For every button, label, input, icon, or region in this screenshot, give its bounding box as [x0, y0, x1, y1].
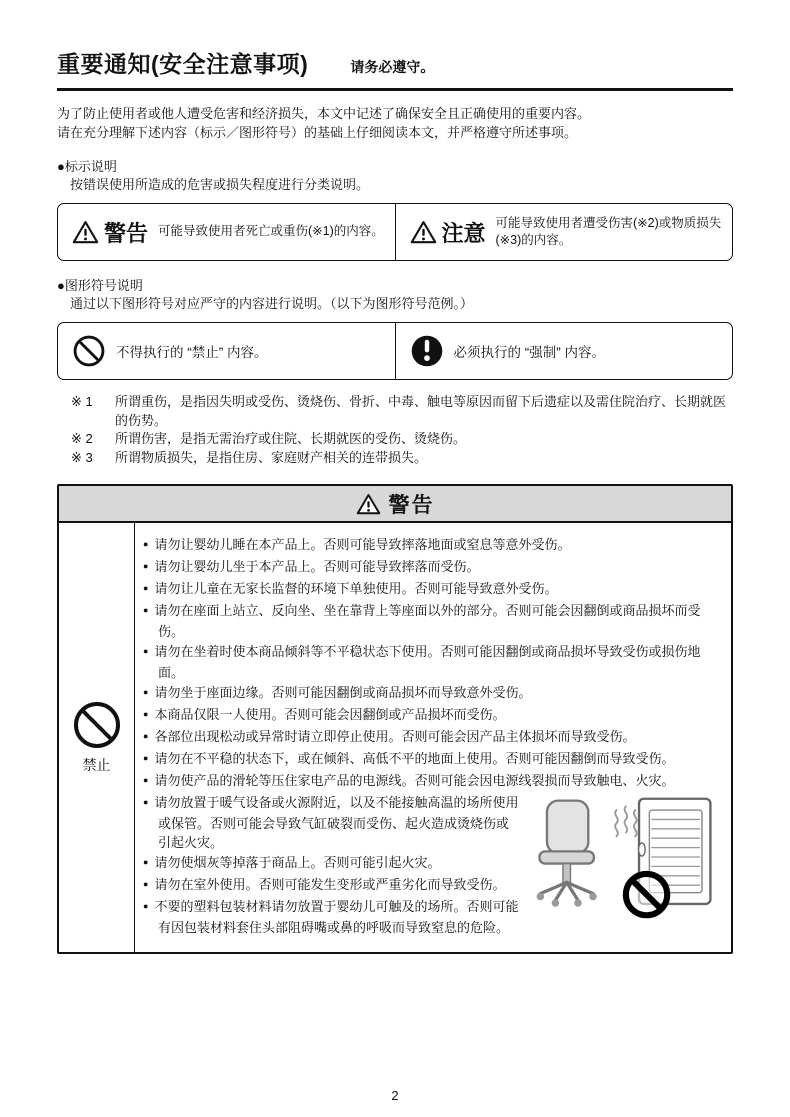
warning-item: ● 请勿让儿童在无家长监督的环境下单独使用。否则可能导致意外受伤。 [143, 579, 721, 600]
warning-triangle-icon [72, 220, 99, 244]
warning-sign [72, 217, 148, 248]
prohibition-description: 不得执行的 “禁止” 内容。 [116, 345, 268, 360]
caution-description: 可能导致使用者遭受伤害(※2)或物质损失(※3)的内容。 [495, 215, 722, 247]
warning-item: ● 请勿让婴幼儿睡在本产品上。否则可能导致摔落地面或窒息等意外受伤。 [143, 535, 721, 556]
prohibition-icon [72, 334, 106, 368]
page-number: 2 [391, 1088, 399, 1103]
footnote-marker: ※ 2 [71, 431, 93, 446]
warning-item: ● 请勿使烟灰等掉落于商品上。否则可能引起火灾。 [143, 853, 721, 874]
footnote-marker: ※ 3 [71, 449, 93, 465]
intro-paragraph [57, 104, 733, 142]
warning-item: ● 请勿在不平稳的状态下，或在倾斜、高低不平的地面上使用。否则可能因翻倒而导致受伤。 [143, 749, 721, 770]
warning-item: ● 请勿坐于座面边缘。否则可能因翻倒或商品损坏而导致意外受伤。 [143, 683, 721, 704]
caution-sign [410, 217, 486, 248]
header [57, 46, 733, 91]
warning-box-title: 警告 [388, 493, 435, 517]
warning-box-body [59, 523, 731, 952]
warning-box-header [59, 486, 731, 523]
warning-label-cell [58, 204, 395, 260]
mandatory-symbol-cell [395, 323, 733, 379]
label-section-description: 按错误使用所造成的危害或损失程度进行分类说明。 [70, 177, 370, 192]
chair-heater-graphic [529, 795, 719, 919]
warning-description: 可能导致使用者死亡或重伤(※1)的内容。 [158, 224, 384, 239]
caution-sign-label: 注意 [441, 220, 486, 246]
footnote-marker: ※ 1 [71, 394, 93, 409]
prohibition-symbol-cell [58, 323, 395, 379]
intro-line-1: 为了防止使用者或他人遭受危害和经济损失，本文中记述了确保安全且正确使用的重要内容。 [57, 106, 591, 121]
warning-item: ● 请勿使产品的滑轮等压住家电产品的电源线。否则可能会因电源线裂损而导致触电、火灾。 [143, 771, 721, 792]
symbol-table [57, 322, 733, 380]
footnote-1 [57, 393, 733, 430]
chair-heater-illustration [529, 795, 719, 919]
heat-waves-icon [615, 806, 636, 836]
footnote-text: 所谓伤害，是指无需治疗或住院、长期就医的受伤、烫烧伤。 [115, 431, 467, 446]
warning-item: ● 本商品仅限一人使用。否则可能会因翻倒或产品损坏而受伤。 [143, 705, 721, 726]
warning-item: ● 请勿让婴幼儿坐于本产品上。否则可能导致摔落而受伤。 [143, 557, 721, 578]
warning-items [135, 523, 731, 952]
warning-triangle-icon [356, 493, 381, 515]
prohibition-side-column [59, 523, 135, 952]
footnote-text: 所谓重伤，是指因失明或受伤、烫烧伤、骨折、中毒、触电等原因而留下后遗症以及需住院治疗、长期就医的伤势。 [115, 394, 727, 428]
label-table [57, 203, 733, 261]
warning-triangle-icon [410, 220, 437, 244]
footnote-3 [57, 449, 733, 468]
page-subtitle: 请务必遵守。 [350, 59, 435, 75]
warning-item: ● 各部位出现松动或异常时请立即停止使用。否则可能会因产品主体损坏而导致受伤。 [143, 727, 721, 748]
warning-item: ● 请勿在室外使用。否则可能发生变形或严重劣化而导致受伤。 [143, 875, 721, 896]
prohibition-icon [72, 700, 122, 750]
warning-item: ● 请勿在坐着时使本商品倾斜等不平稳状态下使用。否则可能因翻倒或商品损坏导致受伤或损伤地面。 [143, 642, 721, 682]
footnote-text: 所谓物质损失，是指住房、家庭财产相关的连带损失。 [115, 449, 428, 465]
intro-line-2: 请在充分理解下述内容（标示／图形符号）的基础上仔细阅读本文，并严格遵守所述事项。 [57, 125, 578, 140]
symbol-section-heading: ●图形符号说明 [57, 278, 143, 293]
warning-box [57, 484, 733, 954]
prohibition-label: 禁止 [82, 757, 111, 773]
footnote-2 [57, 430, 733, 449]
caution-label-cell [395, 204, 733, 260]
mandatory-icon [410, 334, 444, 368]
mandatory-description: 必须执行的 “强制” 内容。 [453, 345, 605, 360]
symbol-section-description: 通过以下图形符号对应严守的内容进行说明。（以下为图形符号范例。） [70, 296, 474, 311]
office-chair-graphic [537, 801, 597, 907]
warning-item: ● 不要的塑料包装材料请勿放置于婴幼儿可触及的场所。否则可能有因包装材料套住头部阻碍嘴或鼻的呼吸而导致窒息的危险。 [143, 897, 721, 937]
page-title: 重要通知(安全注意事项) [57, 51, 309, 77]
warning-item: ● 请勿在座面上站立、反向坐、坐在靠背上等座面以外的部分。否则可能会因翻倒或商品损坏而受伤。 [143, 601, 721, 641]
warning-item: ● 请勿放置于暖气设备或火源附近，以及不能接触高温的场所使用或保管。否则可能会导致气缸破裂而受伤、起火造成烫烧伤或引起火灾。 [143, 793, 721, 852]
warning-sign-label: 警告 [104, 220, 149, 246]
footnotes [57, 393, 733, 467]
prohibition-icon [626, 874, 667, 915]
label-section-heading: ●标示说明 [57, 159, 117, 174]
